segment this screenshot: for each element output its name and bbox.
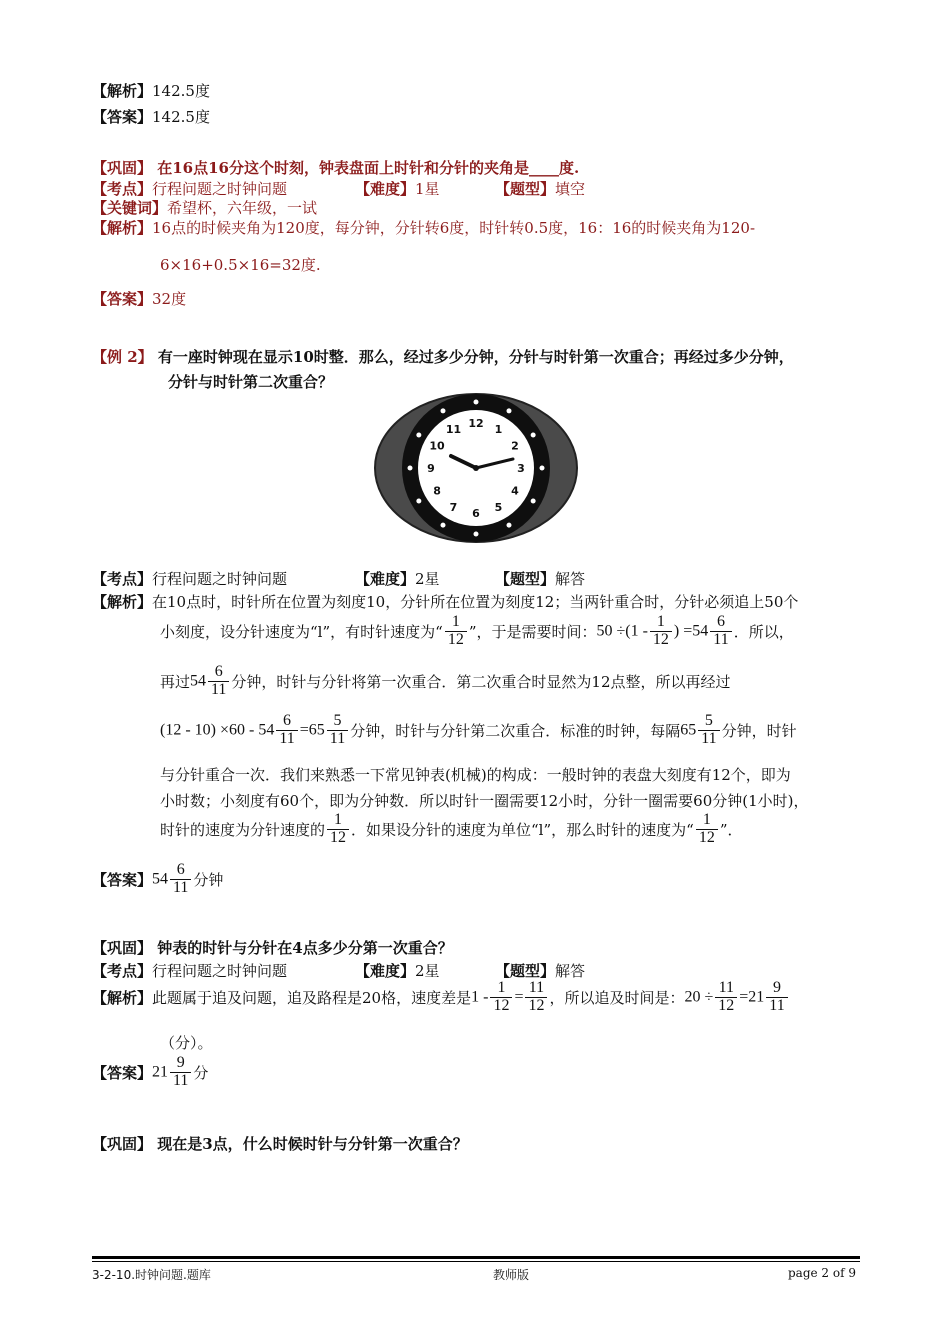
gonggu1-question: 【巩固】 在16点16分这个时刻，钟表盘面上时针和分针的夹角是____度. [92, 159, 580, 177]
gonggu1-meta: 【考点】行程问题之时钟问题 [92, 180, 288, 198]
gonggu2-question: 【巩固】 钟表的时针与分针在4点多少分第一次重合？ [92, 939, 453, 957]
gonggu1-analysis: 【解析】16点的时候夹角为120度，每分钟，分针转6度，时针转0.5度，16：16的时候夹角为120- [92, 219, 756, 237]
footer-page-number: page 2 of 9 [788, 1266, 856, 1280]
clock-tick [474, 532, 479, 537]
clock-tick [416, 433, 421, 438]
clock-numeral: 2 [511, 439, 519, 453]
gonggu2-analysis-cont: （分）。 [160, 1034, 213, 1052]
clock-tick [441, 523, 446, 528]
example2-type: 【题型】解答 [495, 570, 586, 588]
clock-numeral: 11 [445, 423, 462, 437]
clock-tick [416, 499, 421, 504]
clock-tick [441, 408, 446, 413]
footer-rule-thin [92, 1261, 860, 1262]
example2-analysis-l7: 时针的速度为分针速度的 $\frac{1}{12}$ ．如果设分针的速度为单位“l”，那么时针的速度为“ $\frac{1}{12}$ ”． [160, 811, 743, 846]
gonggu2-meta: 【考点】行程问题之时钟问题 [92, 962, 288, 980]
fraction-11-12: $\frac{11}{12}$ [715, 980, 737, 1015]
clock-tick [408, 466, 413, 471]
clock-tick [507, 408, 512, 413]
clock-numeral: 4 [511, 484, 519, 498]
fraction-9-11: $\frac{9}{11}$ [766, 980, 787, 1015]
gonggu2-difficulty: 【难度】2星 [355, 962, 440, 980]
footer-rule-thick [92, 1256, 860, 1259]
gonggu1-keywords: 【关键词】希望杯，六年级，一试 [92, 199, 318, 217]
clock-center [473, 465, 479, 471]
prev-analysis: 【解析】142.5度 [92, 82, 210, 100]
fraction-1-12: $\frac{1}{12}$ [650, 614, 672, 649]
clock-tick [531, 499, 536, 504]
clock-tick [507, 523, 512, 528]
gonggu2-answer: 【答案】21 $\frac{9}{11}$ 分 [92, 1054, 209, 1089]
clock-numeral: 6 [472, 507, 480, 520]
fraction-1-12: $\frac{1}{12}$ [696, 812, 718, 847]
gonggu1-answer: 【答案】32度 [92, 290, 187, 308]
clock-illustration [373, 392, 579, 544]
clock-numeral: 7 [449, 500, 458, 514]
gonggu1-difficulty: 【难度】1星 [355, 180, 440, 198]
clock-tick [531, 433, 536, 438]
clock-tick [474, 400, 479, 405]
fraction-5-11: $\frac{5}{11}$ [327, 713, 348, 748]
gonggu1-type: 【题型】填空 [495, 180, 586, 198]
clock-numeral: 12 [468, 417, 484, 430]
clock-numeral: 8 [433, 484, 441, 498]
example2-analysis-l5: 与分针重合一次．我们来熟悉一下常见钟表(机械)的构成：一般时钟的表盘大刻度有12个，即为 [160, 766, 791, 784]
gonggu3-question: 【巩固】 现在是3点，什么时候时针与分针第一次重合？ [92, 1135, 468, 1153]
fraction-6-11: $\frac{6}{11}$ [208, 664, 229, 699]
example2-analysis-l1: 【解析】在10点时，时针所在位置为刻度10，分针所在位置为刻度12；当两针重合时，分针必须追上50个 [92, 593, 799, 611]
prev-answer: 【答案】142.5度 [92, 108, 210, 126]
fraction-6-11: $\frac{6}{11}$ [170, 862, 191, 897]
footer-left: 3-2-10.时钟问题.题库 [92, 1268, 211, 1282]
example2-analysis-l2: 小刻度，设分针速度为“l”，有时针速度为“ $\frac{1}{12}$ ”，于是需要时间：50 ÷(1 - $\frac{1}{12}$ ) =54 $\frac{6}{11}$ ．所以， [160, 613, 794, 648]
clock-numeral: 5 [494, 500, 503, 514]
gonggu2-type: 【题型】解答 [495, 962, 586, 980]
example2-question: 【例 2】 有一座时钟现在显示10时整．那么，经过多少分钟，分针与时针第一次重合；再经过多少分钟， [92, 348, 794, 366]
clock-numeral: 10 [429, 439, 445, 453]
example2-analysis-l3: 再过54 $\frac{6}{11}$ 分钟，时针与分针将第一次重合．第二次重合时显然为12点整，所以再经过 [160, 663, 731, 698]
example2-question-cont: 分针与时针第二次重合？ [168, 373, 334, 391]
example2-analysis-l4: (12 - 10) ×60 - 54 $\frac{6}{11}$ =65 $\frac{5}{11}$ 分钟，时针与分针第二次重合．标准的时钟，每隔65 $\frac{5}{11}$ 分钟，时针 [160, 712, 797, 747]
clock-numeral: 1 [494, 423, 503, 437]
fraction-1-12: $\frac{1}{12}$ [490, 980, 512, 1015]
fraction-6-11: $\frac{6}{11}$ [710, 614, 731, 649]
gonggu1-analysis-cont: 6×16+0.5×16=32度. [160, 256, 321, 274]
fraction-1-12: $\frac{1}{12}$ [445, 614, 467, 649]
fraction-9-11: $\frac{9}{11}$ [170, 1055, 191, 1090]
example2-analysis-l6: 小时数；小刻度有60个，即为分钟数．所以时针一圈需要12小时，分针一圈需要60分钟(1小时)， [160, 792, 809, 810]
fraction-5-11: $\frac{5}{11}$ [698, 713, 719, 748]
clock-numeral: 3 [517, 462, 525, 475]
clock-tick [540, 466, 545, 471]
footer-center: 教师版 [493, 1268, 530, 1282]
example2-difficulty: 【难度】2星 [355, 570, 440, 588]
clock-numeral: 9 [427, 462, 435, 475]
fraction-6-11: $\frac{6}{11}$ [276, 713, 297, 748]
gonggu2-analysis: 【解析】此题属于追及问题，追及路程是20格，速度差是1 - $\frac{1}{12}$ = $\frac{11}{12}$ ，所以追及时间是：20 ÷ $\frac{11}{12}$ =21 $\frac{9}{11}$ [92, 980, 790, 1015]
fraction-1-12: $\frac{1}{12}$ [327, 812, 349, 847]
example2-meta: 【考点】行程问题之时钟问题 [92, 570, 288, 588]
example2-answer: 【答案】54 $\frac{6}{11}$ 分钟 [92, 861, 224, 896]
fraction-11-12: $\frac{11}{12}$ [525, 980, 547, 1015]
